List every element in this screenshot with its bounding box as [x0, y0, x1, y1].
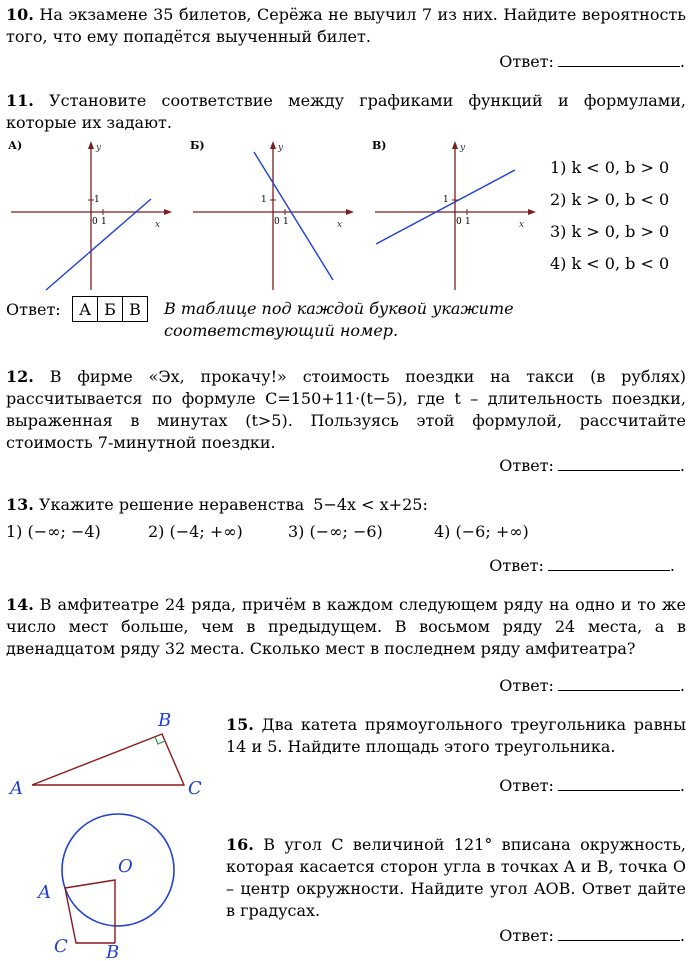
task-14 — [6, 594, 686, 660]
svg-text:1: 1 — [261, 195, 267, 205]
radii — [65, 880, 115, 943]
choice-item: 1) (−∞; −4) — [6, 522, 101, 541]
label-c: C — [188, 778, 202, 798]
task-number: 16. — [226, 835, 254, 854]
answer-blank[interactable] — [558, 924, 680, 941]
svg-text:y: y — [96, 143, 102, 153]
label-a: A — [10, 778, 23, 798]
label-c: C — [54, 936, 68, 957]
answer-blank[interactable] — [558, 774, 680, 791]
answer-label: Ответ: — [499, 52, 554, 71]
answer-blank[interactable] — [558, 454, 680, 471]
svg-text:0: 0 — [456, 217, 462, 227]
svg-text:1: 1 — [94, 195, 100, 205]
task-text: На экзамене 35 билетов, Серёжа не выучил 7 из них. Найдите вероятность того, что ему попадётся выученный билет. — [6, 5, 686, 46]
table-header-c: В — [123, 297, 148, 322]
answer-blank[interactable] — [548, 554, 670, 571]
label-a: A — [38, 882, 51, 903]
task-text: Укажите решение неравенства — [38, 495, 305, 514]
triangle-figure — [6, 708, 216, 798]
answer-label: Ответ: — [499, 776, 554, 795]
task-15 — [226, 714, 686, 758]
task-number: 15. — [226, 715, 254, 734]
answer-table — [72, 296, 148, 322]
answer-note: В таблице под каждой буквой укажите соответствующий номер. — [164, 299, 514, 340]
answer-label: Ответ: — [499, 926, 554, 945]
svg-text:1: 1 — [443, 195, 449, 205]
task-text: Установите соответствие между графиками функций и формулами, которые их задают. — [6, 91, 687, 132]
svg-text:x: x — [155, 220, 161, 230]
answer-blank[interactable] — [558, 50, 680, 67]
task-text: В угол C величиной 121° вписана окружность, которая касается сторон угла в точках A и B, точка O – центр окружности. Найдите угол AOB. Ответ дайте в градусах. — [226, 835, 687, 920]
answer-line-12: Ответ: . — [499, 456, 685, 475]
formula-options — [550, 152, 669, 280]
option-item: 4) k < 0, b < 0 — [550, 254, 670, 273]
task-number: 11. — [6, 91, 34, 110]
table-header-b: Б — [98, 297, 123, 322]
task-16 — [226, 834, 686, 922]
task-number: 12. — [6, 367, 34, 386]
choice-item: 2) (−4; +∞) — [148, 522, 243, 541]
task-number: 13. — [6, 495, 34, 514]
answer-label: Ответ: — [489, 556, 544, 575]
svg-text:1: 1 — [465, 217, 471, 227]
graph-line-c — [376, 170, 515, 244]
task-10 — [6, 4, 686, 48]
answer-line-14: Ответ: . — [499, 676, 685, 695]
task-text: В амфитеатре 24 ряда, причём в каждом следующем ряду на одно и то же число мест больше, чем в предыдущем. В восьмом ряду 24 места, а в двенадцатом ряду 32 места. Сколько мест в последнем ряду амфитеатра? — [6, 595, 686, 658]
panel-label: В) — [372, 139, 387, 152]
option-item: 2) k > 0, b < 0 — [550, 190, 670, 209]
answer-label: Ответ: — [499, 456, 554, 475]
choice-item: 4) (−6; +∞) — [434, 522, 529, 541]
svg-text:x: x — [337, 220, 343, 230]
answer-line-15: Ответ: . — [499, 776, 685, 795]
answer-blank[interactable] — [558, 674, 680, 691]
graph-line-b — [254, 152, 333, 280]
graph-panel-a — [6, 138, 176, 293]
panel-label: Б) — [190, 139, 205, 152]
label-o: O — [118, 856, 133, 877]
task-12 — [6, 366, 686, 454]
task-11 — [6, 90, 686, 134]
answer-label: Ответ: — [6, 300, 61, 319]
svg-text:0: 0 — [274, 217, 280, 227]
graph-panel-b — [188, 138, 358, 293]
svg-text:x: x — [519, 220, 525, 230]
choice-item: 3) (−∞; −6) — [288, 522, 383, 541]
circle-figure — [6, 808, 206, 961]
task-text: В фирме «Эх, прокачу!» стоимость поездки на такси (в рублях) рассчитывается по формуле C=150+11·(t−5), где t – длительность поездки, выраженная в минутах (t>5). Пользуясь этой формулой, рассчитайте стоимость 7-минутной поездки. — [6, 367, 686, 452]
graph-panel-c — [370, 138, 540, 293]
task-number: 10. — [6, 5, 34, 24]
task-number: 14. — [6, 595, 34, 614]
panel-label: А) — [8, 139, 23, 152]
answer-label: Ответ: — [499, 676, 554, 695]
inequality: 5−4x < x+25: — [313, 495, 428, 514]
svg-text:y: y — [278, 143, 284, 153]
triangle — [32, 734, 184, 785]
option-item: 3) k > 0, b > 0 — [550, 222, 670, 241]
svg-text:0: 0 — [92, 217, 98, 227]
svg-text:1: 1 — [283, 217, 289, 227]
svg-text:1: 1 — [101, 217, 107, 227]
angle-sides — [65, 888, 115, 943]
answer-line-10: Ответ: . — [499, 52, 685, 71]
task-text: Два катета прямоугольного треугольника равны 14 и 5. Найдите площадь этого треугольника. — [226, 715, 686, 756]
answer-line-16: Ответ: . — [499, 926, 685, 945]
option-item: 1) k < 0, b > 0 — [550, 158, 670, 177]
label-b: B — [106, 942, 120, 961]
answer-line-13: Ответ: . — [489, 556, 675, 575]
table-header-a: А — [73, 297, 98, 322]
svg-text:y: y — [460, 143, 466, 153]
task-13 — [6, 494, 686, 516]
label-b: B — [158, 710, 172, 731]
